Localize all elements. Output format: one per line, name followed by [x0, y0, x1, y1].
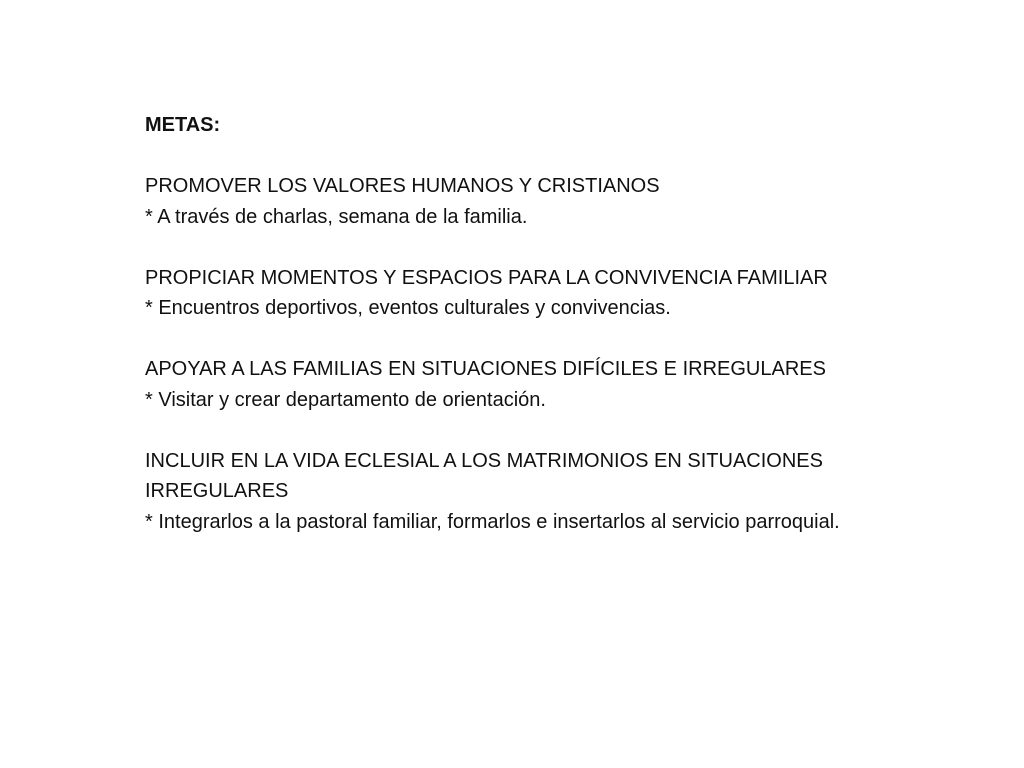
slide-title: METAS: [145, 114, 221, 136]
goal-heading: PROMOVER LOS VALORES HUMANOS Y CRISTIANOS [145, 175, 660, 197]
goal-block-4 [145, 446, 905, 538]
goal-block-3 [145, 354, 905, 415]
goal-detail: * Integrarlos a la pastoral familiar, formarlos e insertarlos al servicio parroquial. [145, 510, 840, 533]
spacer [145, 415, 905, 446]
spacer [145, 141, 905, 172]
goal-heading: INCLUIR EN LA VIDA ECLESIAL A LOS MATRIMONIOS EN SITUACIONES IRREGULARES [145, 449, 823, 502]
goal-heading: PROPICIAR MOMENTOS Y ESPACIOS PARA LA CONVIVENCIA FAMILIAR [145, 266, 828, 289]
goal-heading: APOYAR A LAS FAMILIAS EN SITUACIONES DIFÍCILES E IRREGULARES [145, 358, 826, 380]
spacer [145, 324, 905, 355]
goal-detail: * A través de charlas, semana de la familia. [145, 205, 528, 228]
goal-detail: * Visitar y crear departamento de orientación. [145, 388, 546, 411]
spacer [145, 232, 905, 263]
goal-block-1 [145, 171, 905, 232]
goal-block-2 [145, 263, 905, 324]
slide-content [145, 110, 905, 537]
goal-detail: * Encuentros deportivos, eventos culturales y convivencias. [145, 297, 671, 319]
